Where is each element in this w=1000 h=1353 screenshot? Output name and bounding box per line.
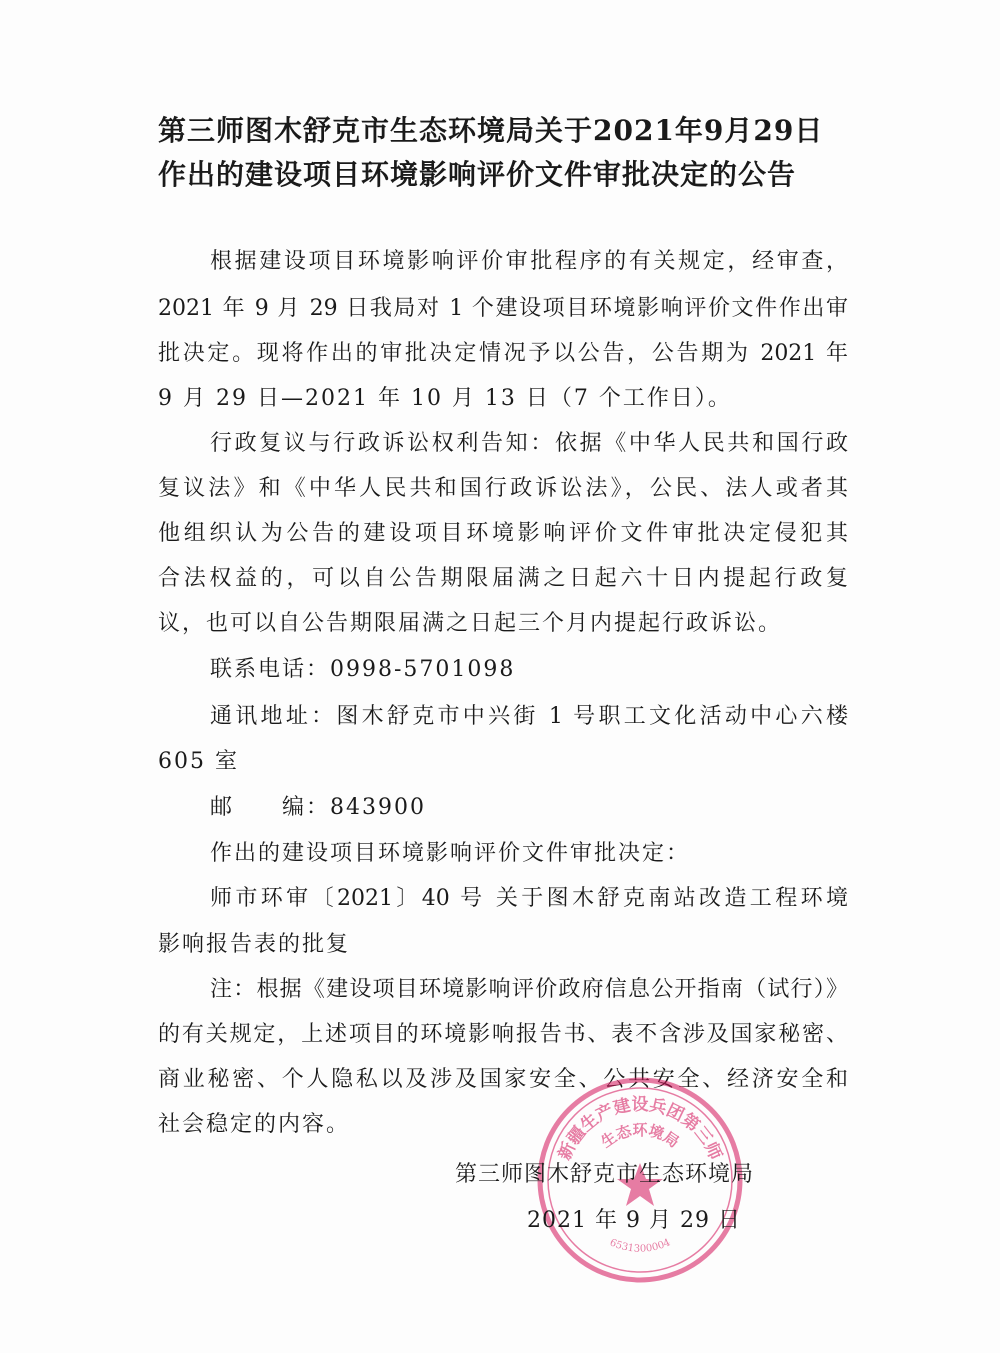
contact-phone: 联系电话：0998-5701098	[210, 657, 516, 682]
contact-address-line-1: 通讯地址：图木舒克市中兴街 1 号职工文化活动中心六楼	[210, 704, 848, 729]
document-title-line-2: 作出的建设项目环境影响评价文件审批决定的公告	[158, 158, 797, 191]
decision-line-1: 师市环审〔2021〕40 号 关于图木舒克南站改造工程环境	[210, 886, 848, 911]
signature-date: 2021 年 9 月 29 日	[527, 1208, 741, 1233]
decision-line-2: 影响报告表的批复	[158, 932, 351, 957]
paragraph-1-line-1: 根据建设项目环境影响评价审批程序的有关规定，经审查，	[210, 249, 848, 274]
paragraph-2-line-3: 他组织认为公告的建设项目环境影响评价文件审批决定侵犯其	[158, 521, 848, 546]
decisions-heading: 作出的建设项目环境影响评价文件审批决定：	[210, 841, 691, 866]
note-line-1: 注：根据《建设项目环境影响评价政府信息公开指南（试行）》	[210, 977, 848, 1002]
postcode-label: 邮	[210, 795, 235, 820]
note-line-2: 的有关规定，上述项目的环境影响报告书、表不含涉及国家秘密、	[158, 1022, 848, 1047]
seal-inner-text: 生态环境局	[597, 1121, 683, 1152]
signature-organization: 第三师图木舒克市生态环境局	[455, 1162, 755, 1187]
paragraph-2-line-5: 议，也可以自公告期限届满之日起三个月内提起行政诉讼。	[158, 611, 783, 636]
paragraph-1-line-4: 9 月 29 日—2021 年 10 月 13 日（7 个工作日）。	[158, 386, 732, 411]
paragraph-1-line-2: 2021 年 9 月 29 日我局对 1 个建设项目环境影响评价文件作出审	[158, 296, 848, 321]
paragraph-2-line-2: 复议法》和《中华人民共和国行政诉讼法》，公民、法人或者其	[158, 476, 848, 501]
document-title-line-1: 第三师图木舒克市生态环境局关于2021年9月29日	[158, 114, 824, 147]
seal-top-text: 新疆生产建设兵团第三师	[554, 1095, 726, 1164]
note-line-4: 社会稳定的内容。	[158, 1112, 351, 1137]
paragraph-2-line-4: 合法权益的，可以自公告期限届满之日起六十日内提起行政复	[158, 566, 848, 591]
postcode-value: 编：843900	[282, 795, 426, 820]
contact-address-line-2: 605 室	[158, 749, 239, 774]
paragraph-1-line-3: 批决定。现将作出的审批决定情况予以公告，公告期为 2021 年	[158, 341, 848, 366]
paragraph-2-line-1: 行政复议与行政诉讼权利告知：依据《中华人民共和国行政	[210, 431, 848, 456]
seal-number: 6531300004	[607, 1237, 673, 1255]
note-line-3: 商业秘密、个人隐私以及涉及国家安全、公共安全、经济安全和	[158, 1067, 848, 1092]
